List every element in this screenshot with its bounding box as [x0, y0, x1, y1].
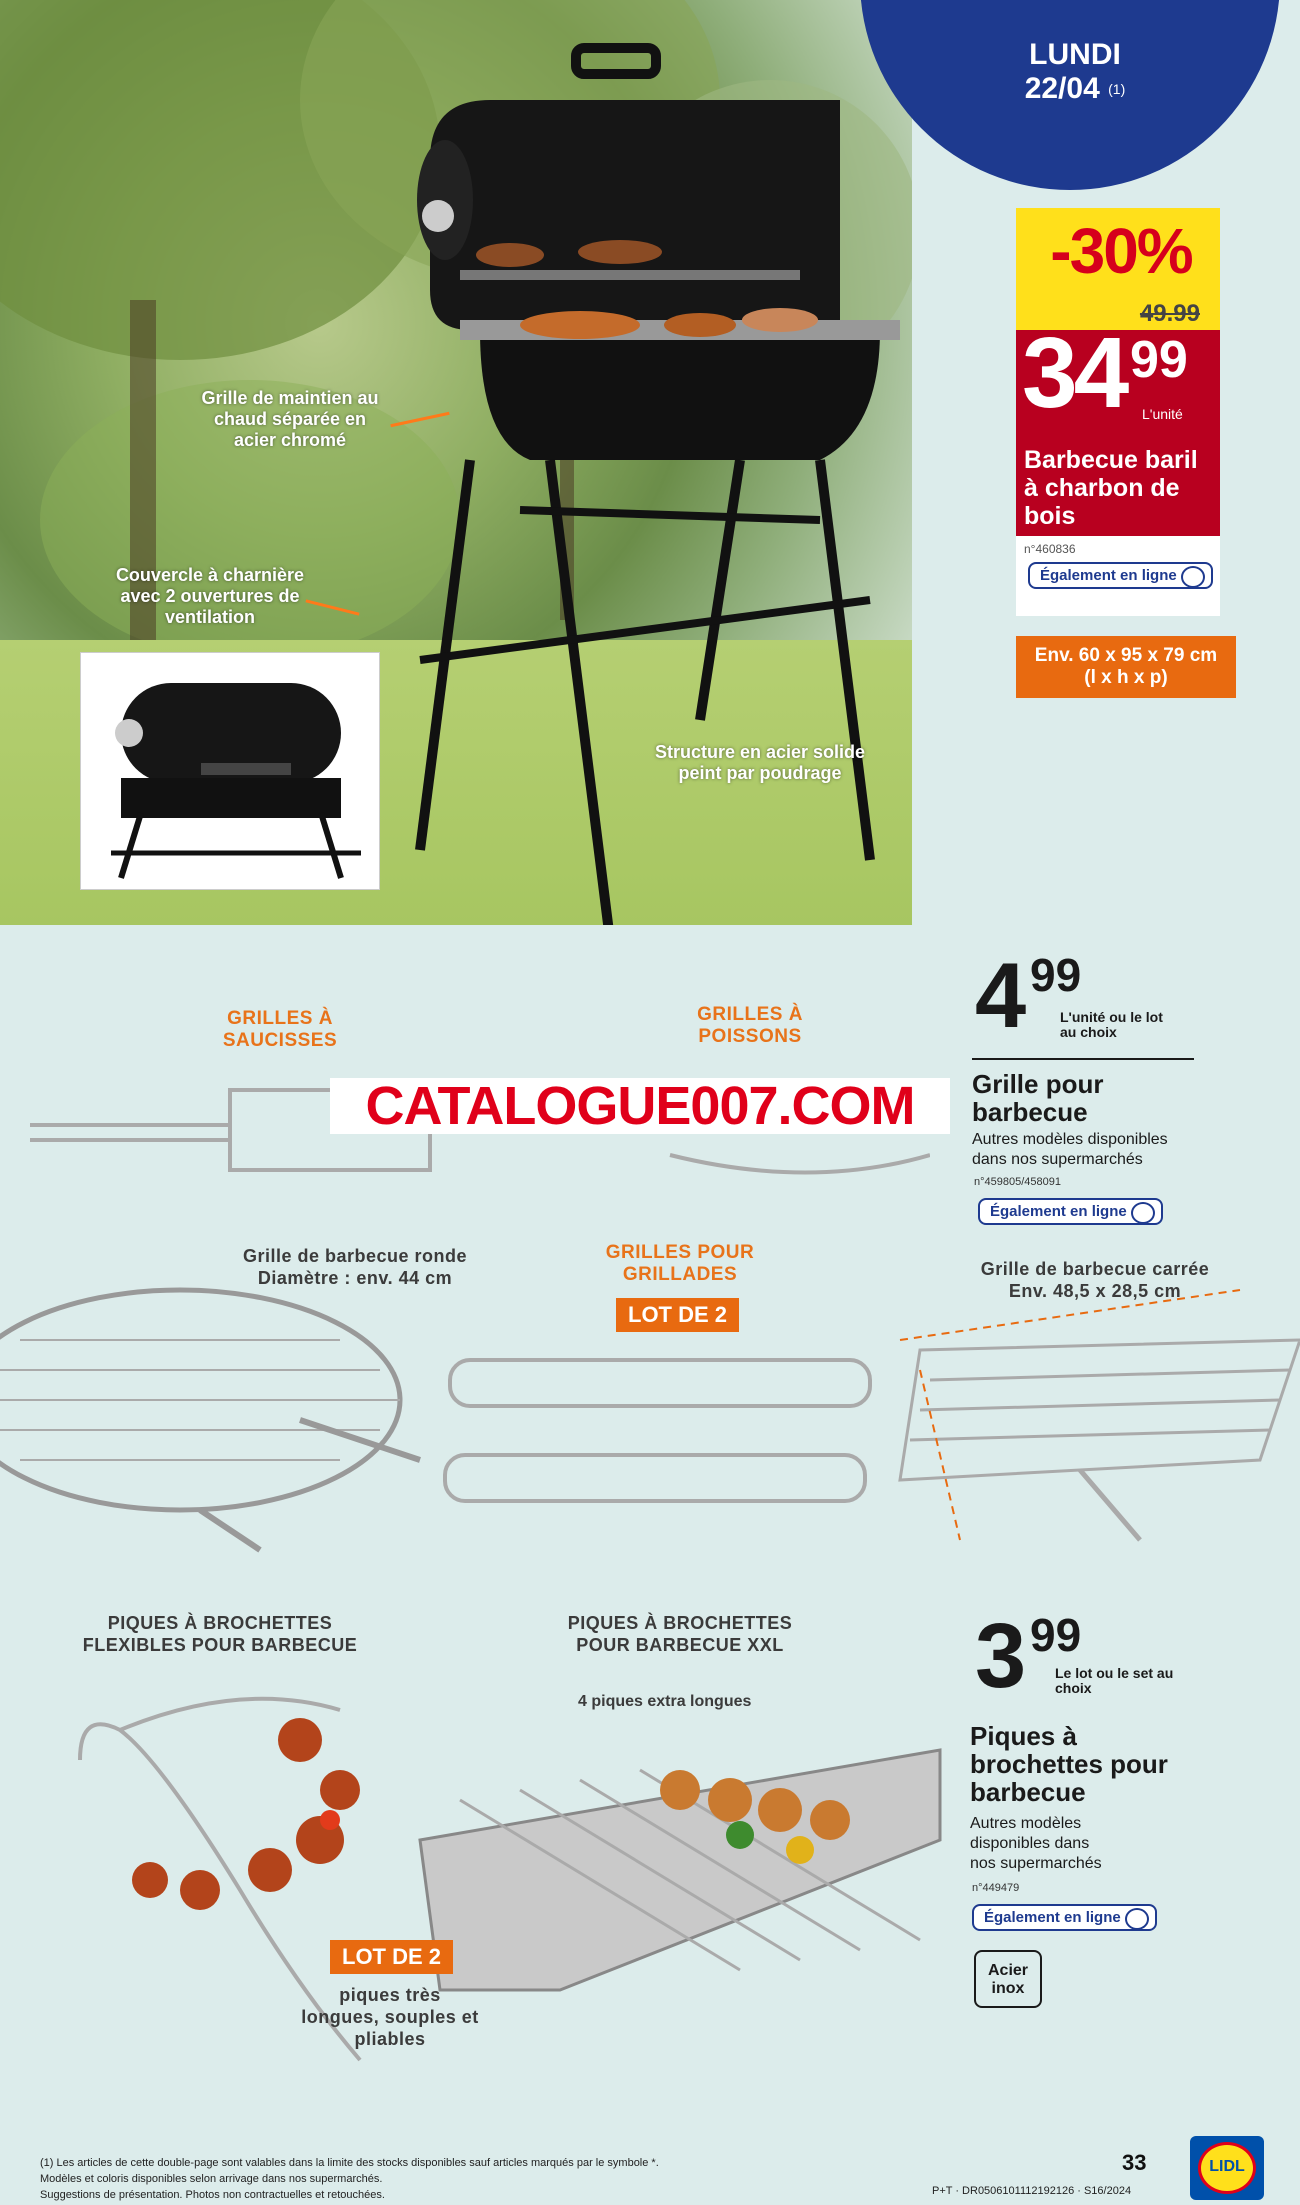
watermark-text: CATALOGUE007.COM: [365, 1076, 915, 1136]
xxl-skewers-note: 4 piques extra longues: [578, 1693, 752, 1710]
label-sausage-grills: GRILLES À SAUCISSES: [222, 1008, 338, 1051]
offer-day: LUNDI: [1029, 38, 1121, 71]
logo-text: LIDL: [1209, 2158, 1245, 2175]
lot-badge: LOT DE 2: [330, 1940, 453, 1974]
pointer-hand-icon: [1125, 1908, 1149, 1930]
skewer-price-unit: Le lot ou le set au choix: [1055, 1665, 1174, 1696]
footnote-line2: Modèles et coloris disponibles selon arrivage dans nos supermarchés.: [40, 2173, 383, 2185]
skewer-product-desc: Autres modèles disponibles dans nos supermarchés: [970, 1815, 1102, 1872]
skewer-price-decimal: 99: [1030, 1609, 1082, 1661]
grill-product-ref: n°459805/458091: [974, 1176, 1061, 1188]
lidl-logo: [1190, 2136, 1264, 2200]
divider: [972, 1058, 1194, 1060]
stainless-steel-badge: Acier inox: [974, 1950, 1042, 2008]
skewer-product-ref: n°449479: [972, 1882, 1020, 1894]
skewer-online-button[interactable]: [972, 1904, 1157, 1931]
hero-photo: [0, 0, 912, 925]
label-grillade-grills: GRILLES POUR GRILLADES: [605, 1242, 755, 1285]
online-button-label: Également en ligne: [984, 1909, 1121, 1926]
price-decimal: 99: [1130, 331, 1188, 389]
inset-closed-grill: [80, 652, 380, 890]
watermark-banner: [330, 1078, 950, 1134]
label-round-grill: Grille de barbecue ronde Diamètre : env. 44 cm: [242, 1246, 468, 1288]
offer-date-note: (1): [1108, 81, 1126, 97]
skewer-price-integer: 3: [975, 1605, 1023, 1707]
callout-warming-rack: Grille de maintien au chaud séparée en acier chromé: [201, 388, 379, 450]
offer-date: [995, 38, 1155, 106]
label-xxl-skewers: PIQUES À BROCHETTES POUR BARBECUE XXL: [567, 1613, 793, 1655]
product-ref: n°460836: [1024, 542, 1076, 556]
grill-price-decimal: 99: [1030, 949, 1082, 1001]
pointer-hand-icon: [1131, 1202, 1155, 1224]
page-number: 33: [1122, 2150, 1147, 2175]
footnote-line3: Suggestions de présentation. Photos non contractuelles et retouchées.: [40, 2189, 385, 2201]
old-price: 49.99: [1139, 300, 1200, 327]
label-square-grill: Grille de barbecue carrée Env. 48,5 x 28,5 cm: [980, 1259, 1210, 1301]
flexible-skewers-note: piques très longues, souples et pliables: [301, 1985, 479, 2049]
grill-product-desc: Autres modèles disponibles dans nos supermarchés: [972, 1131, 1168, 1168]
online-button-label: Également en ligne: [990, 1203, 1127, 1220]
product-title: Barbecue baril à charbon de bois: [1024, 446, 1198, 530]
pointer-hand-icon: [1181, 566, 1205, 588]
label-flexible-skewers: PIQUES À BROCHETTES FLEXIBLES POUR BARBECUE: [82, 1613, 358, 1655]
skewer-product-title: Piques à brochettes pour barbecue: [970, 1721, 1168, 1807]
price-integer: 34: [1022, 317, 1126, 429]
grill-price-integer: 4: [975, 945, 1023, 1047]
label-fish-grills: GRILLES À POISSONS: [697, 1004, 803, 1047]
online-button[interactable]: [1028, 562, 1213, 589]
dimensions-line2: (l x h x p): [1084, 667, 1168, 688]
price-unit: L'unité: [1142, 406, 1183, 422]
lot-badge: LOT DE 2: [616, 1298, 739, 1332]
grill-product-title: Grille pour barbecue: [972, 1069, 1104, 1127]
grill-price-unit: L'unité ou le lot au choix: [1060, 1009, 1163, 1040]
closed-grill-image: [81, 653, 379, 889]
callout-lid: Couvercle à charnière avec 2 ouvertures de ventilation: [115, 565, 305, 627]
grills-image: [0, 1280, 1300, 1580]
dimensions-box: [1016, 636, 1236, 698]
discount-badge: -30%: [1050, 215, 1192, 287]
dimensions-line1: Env. 60 x 95 x 79 cm: [1034, 645, 1218, 666]
footer-code: P+T · DR0506101112192126 · S16/2024: [932, 2185, 1132, 2197]
grill-online-button[interactable]: [978, 1198, 1163, 1225]
online-button-label: Également en ligne: [1040, 567, 1177, 584]
footnote-line1: (1) Les articles de cette double-page sont valables dans la limite des stocks disponibles sauf articles marqués par le symbole *.: [40, 2157, 659, 2169]
callout-frame: Structure en acier solide peint par poudrage: [654, 742, 866, 783]
offer-date-value: 22/04: [1024, 72, 1100, 105]
footnote: [40, 2155, 820, 2203]
vent-icon: [422, 200, 454, 232]
barrel-grill-image: [400, 40, 912, 925]
skewers-image: [40, 1690, 960, 2070]
